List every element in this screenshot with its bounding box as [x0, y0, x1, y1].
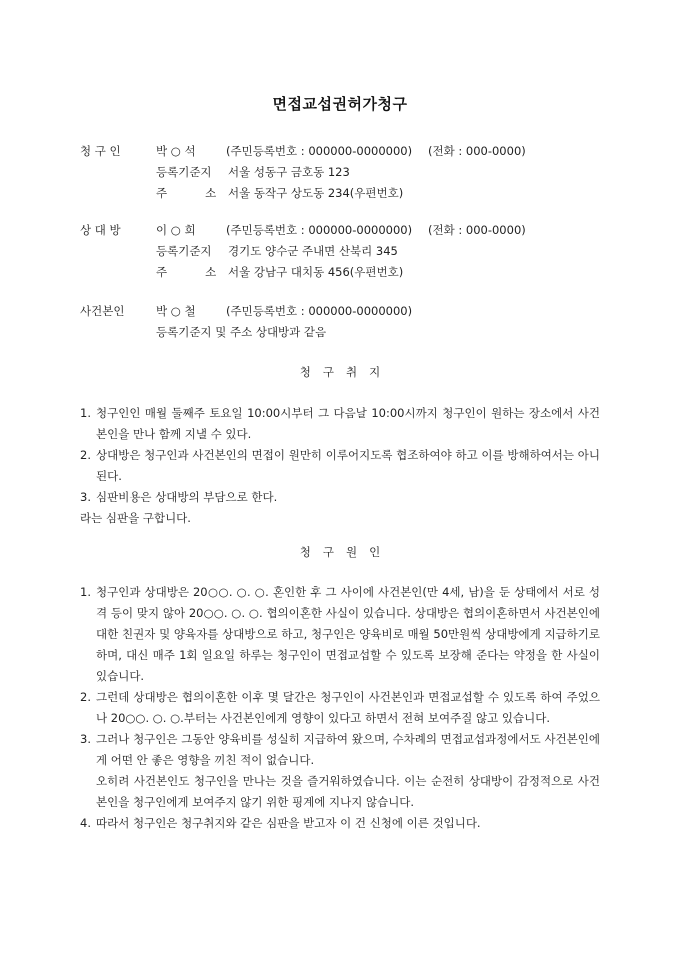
respondent-name: 이 ○ 희 [156, 223, 196, 237]
principal-id: (주민등록번호 : 000000-0000000) [226, 304, 413, 318]
respondent-role: 상 대 방 [80, 223, 121, 237]
principal-name: 박 ○ 철 [156, 304, 196, 318]
purpose-list [80, 403, 600, 529]
purpose-item: 3. 심판비용은 상대방의 부담으로 한다. [80, 490, 278, 504]
principal-registration-address: 등록기준지 및 주소 상대방과 같음 [156, 325, 327, 339]
cause-item: 1. 청구인과 상대방은 20○○. ○. ○. 혼인한 후 그 사이에 사건본인(만 4세, 남)을 둔 상태에서 서로 성격 등이 맞지 않아 20○○. ○. ○. 협의이혼한 사실이 있습니다. 상대방은 협의이혼하면서 사건본인에 대한 친권자 및 양육자를 상대방으로 하고, 청구인은 양육비로 매월 50만원씩 상대방에게 지급하기로 하며, 대신 매주 1회 일요일 하루는 청구인이 면접교섭할 수 있도록 보장해 준다는 약정을 한 사실이 있습니다. [80, 585, 600, 683]
respondent-block [80, 220, 640, 283]
respondent-address-label: 주 소 [156, 265, 217, 279]
document-title: 면접교섭권허가청구 [272, 95, 408, 113]
principal-block [80, 301, 640, 343]
cause-item: 2. 그런데 상대방은 협의이혼한 이후 몇 달간은 청구인이 사건본인과 면접교섭할 수 있도록 하여 주었으나 20○○. ○. ○.부터는 사건본인에게 영향이 있다고 하면서 전혀 보여주질 않고 있습니다. [80, 690, 600, 725]
claimant-id: (주민등록번호 : 000000-0000000) [226, 144, 413, 158]
respondent-address-value: 서울 강남구 대치동 456(우편번호) [228, 265, 404, 279]
claimant-registration-label: 등록기준지 [156, 165, 212, 179]
cause-item-continuation: 오히려 사건본인도 청구인을 만나는 것을 즐거워하였습니다. 이는 순전히 상대방이 감정적으로 사건본인을 청구인에게 보여주지 않기 위한 핑계에 지나지 않습니다. [96, 774, 600, 809]
claimant-block [80, 141, 640, 204]
claimant-address-value: 서울 동작구 상도동 234(우편번호) [228, 186, 404, 200]
purpose-heading: 청 구 취 지 [299, 365, 381, 379]
respondent-id: (주민등록번호 : 000000-0000000) [226, 223, 413, 237]
cause-heading: 청 구 원 인 [299, 545, 381, 559]
cause-item: 4. 따라서 청구인은 청구취지와 같은 심판을 받고자 이 건 신청에 이른 것입니다. [80, 816, 481, 830]
principal-role: 사건본인 [80, 304, 125, 318]
purpose-closing: 라는 심판을 구합니다. [80, 511, 191, 525]
purpose-item: 2. 상대방은 청구인과 사건본인의 면접이 원만히 이루어지도록 협조하여야 하고 이를 방해하여서는 아니된다. [80, 448, 600, 483]
claimant-phone: (전화 : 000-0000) [428, 144, 526, 158]
purpose-item: 1. 청구인인 매월 둘째주 토요일 10:00시부터 그 다음날 10:00시까지 청구인이 원하는 장소에서 사건본인을 만나 함께 지낼 수 있다. [80, 406, 600, 441]
cause-item: 3. 그러나 청구인은 그동안 양육비를 성실히 지급하여 왔으며, 수차례의 면접교섭과정에서도 사건본인에게 어떤 안 좋은 영향을 끼친 적이 없습니다. [80, 732, 600, 767]
claimant-registration-value: 서울 성동구 금호동 123 [228, 165, 350, 179]
respondent-registration-label: 등록기준지 [156, 244, 212, 258]
respondent-phone: (전화 : 000-0000) [428, 223, 526, 237]
claimant-name: 박 ○ 석 [156, 144, 196, 158]
cause-list [80, 582, 600, 834]
claimant-address-label: 주 소 [156, 186, 217, 200]
claimant-role: 청 구 인 [80, 144, 121, 158]
respondent-registration-value: 경기도 양수군 주내면 산북리 345 [228, 244, 398, 258]
